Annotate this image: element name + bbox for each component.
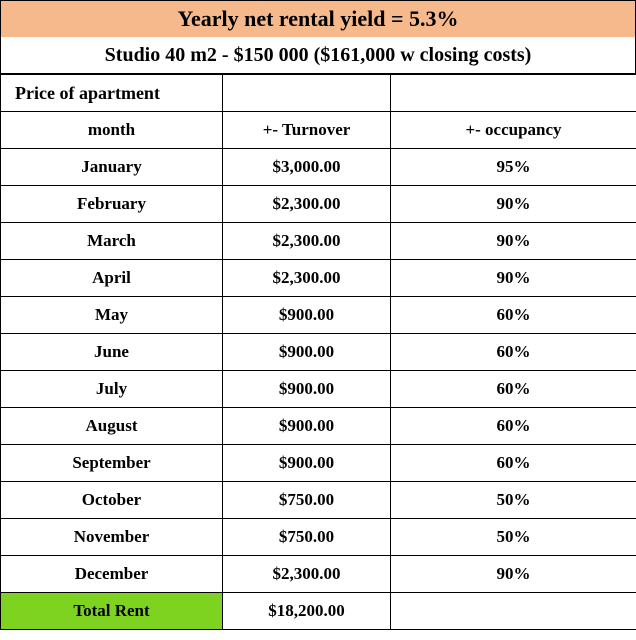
occupancy-cell[interactable]: 90%: [391, 186, 636, 223]
occupancy-cell[interactable]: 95%: [391, 149, 636, 186]
turnover-cell[interactable]: $900.00: [223, 408, 391, 445]
month-cell[interactable]: August: [1, 408, 223, 445]
occupancy-cell[interactable]: 60%: [391, 445, 636, 482]
property-subtitle: Studio 40 m2 - $150 000 ($161,000 w closing costs): [0, 37, 636, 74]
occupancy-cell[interactable]: 90%: [391, 223, 636, 260]
table-row: [1, 149, 636, 186]
table-row: [1, 223, 636, 260]
price-value-cell[interactable]: [223, 75, 391, 112]
total-value-cell[interactable]: $18,200.00: [223, 593, 391, 630]
table-row: [1, 371, 636, 408]
table-row: [1, 260, 636, 297]
turnover-cell[interactable]: $750.00: [223, 482, 391, 519]
rent-table: [0, 74, 636, 630]
turnover-cell[interactable]: $900.00: [223, 445, 391, 482]
turnover-cell[interactable]: $750.00: [223, 519, 391, 556]
price-extra-cell[interactable]: [391, 75, 636, 112]
month-cell[interactable]: June: [1, 334, 223, 371]
turnover-cell[interactable]: $900.00: [223, 334, 391, 371]
table-row: [1, 334, 636, 371]
occupancy-cell[interactable]: 60%: [391, 408, 636, 445]
turnover-cell[interactable]: $2,300.00: [223, 186, 391, 223]
month-cell[interactable]: February: [1, 186, 223, 223]
month-cell[interactable]: March: [1, 223, 223, 260]
occupancy-cell[interactable]: 60%: [391, 297, 636, 334]
total-row: [1, 593, 636, 630]
occupancy-cell[interactable]: 50%: [391, 519, 636, 556]
table-row: [1, 482, 636, 519]
turnover-header[interactable]: +- Turnover: [223, 112, 391, 149]
table-row: [1, 445, 636, 482]
total-label-cell[interactable]: Total Rent: [1, 593, 223, 630]
yield-banner: Yearly net rental yield = 5.3%: [0, 0, 636, 38]
month-header[interactable]: month: [1, 112, 223, 149]
occupancy-cell[interactable]: 60%: [391, 371, 636, 408]
occupancy-cell[interactable]: 90%: [391, 260, 636, 297]
table-row: [1, 297, 636, 334]
turnover-cell[interactable]: $2,300.00: [223, 260, 391, 297]
turnover-cell[interactable]: $2,300.00: [223, 556, 391, 593]
month-cell[interactable]: October: [1, 482, 223, 519]
header-row: [1, 112, 636, 149]
occupancy-header[interactable]: +- occupancy: [391, 112, 636, 149]
month-cell[interactable]: September: [1, 445, 223, 482]
turnover-cell[interactable]: $900.00: [223, 297, 391, 334]
month-cell[interactable]: July: [1, 371, 223, 408]
table-row: [1, 186, 636, 223]
turnover-cell[interactable]: $3,000.00: [223, 149, 391, 186]
month-cell[interactable]: November: [1, 519, 223, 556]
turnover-cell[interactable]: $2,300.00: [223, 223, 391, 260]
price-row: [1, 75, 636, 112]
occupancy-cell[interactable]: 60%: [391, 334, 636, 371]
table-row: [1, 556, 636, 593]
turnover-cell[interactable]: $900.00: [223, 371, 391, 408]
table-row: [1, 519, 636, 556]
price-label-cell[interactable]: Price of apartment: [1, 75, 223, 112]
month-cell[interactable]: January: [1, 149, 223, 186]
month-cell[interactable]: May: [1, 297, 223, 334]
month-cell[interactable]: April: [1, 260, 223, 297]
occupancy-cell[interactable]: 50%: [391, 482, 636, 519]
occupancy-cell[interactable]: 90%: [391, 556, 636, 593]
month-cell[interactable]: December: [1, 556, 223, 593]
table-row: [1, 408, 636, 445]
total-extra-cell[interactable]: [391, 593, 636, 630]
